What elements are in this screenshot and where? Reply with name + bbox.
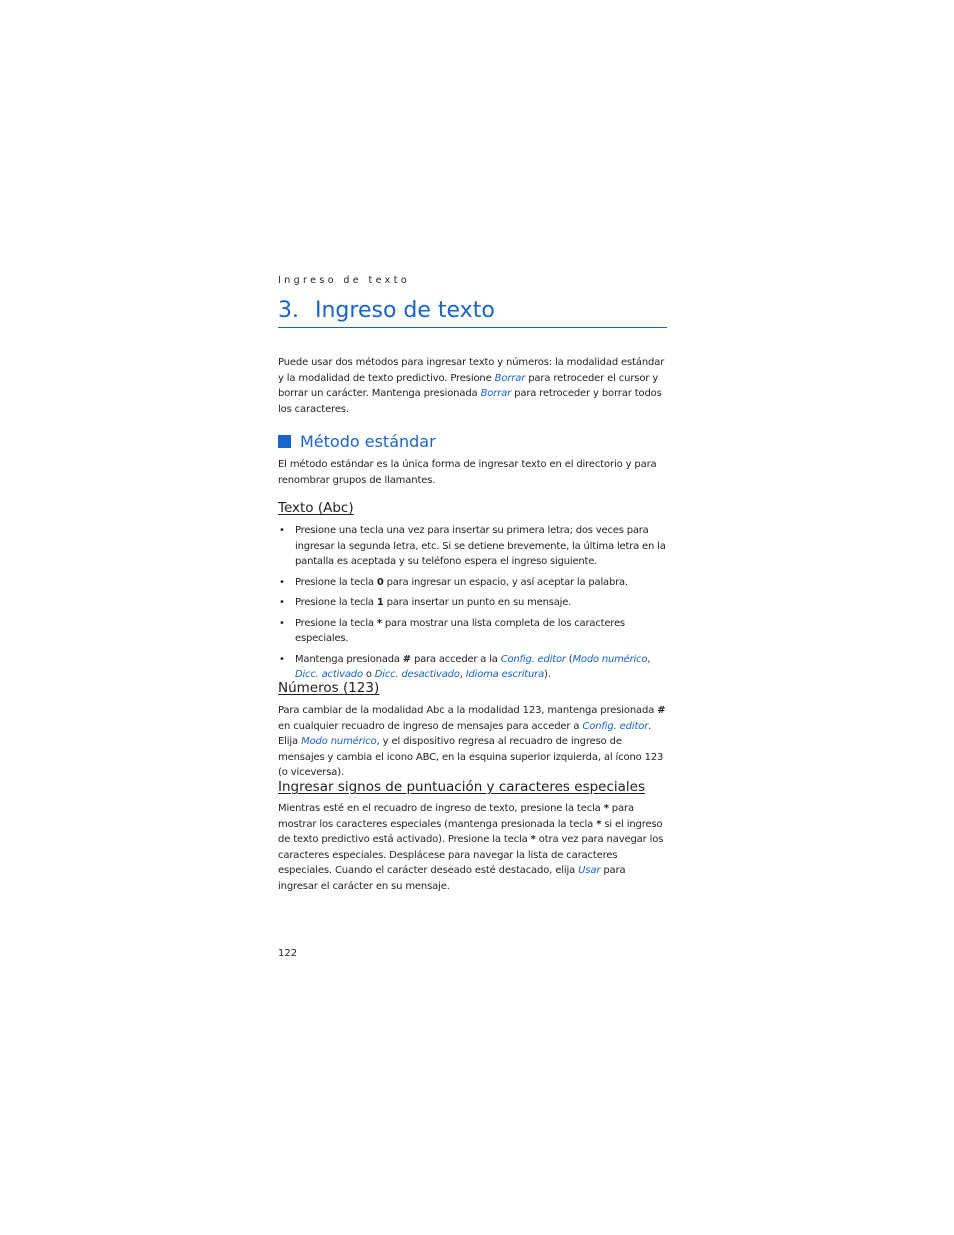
config-editor-link: Config. editor bbox=[500, 653, 566, 665]
signos-text-4: otra vez para navegar los caracteres especiales. Desplácese para navegar la lista de caracteres especiales. Cuando el carácter deseado esté destacado, elija bbox=[278, 834, 664, 876]
signos-text-2: para mostrar los caracteres especiales (mantenga presionada la tecla bbox=[278, 803, 634, 830]
list-item bbox=[278, 523, 667, 570]
manual-page bbox=[278, 0, 667, 1235]
list-item-text: ). bbox=[544, 669, 551, 680]
borrar-softkey-link: Borrar bbox=[494, 372, 526, 384]
list-item-text: Presione la tecla bbox=[295, 576, 377, 588]
key-star: * bbox=[596, 818, 602, 830]
key-star: * bbox=[530, 834, 536, 845]
list-item bbox=[278, 575, 667, 591]
key-star: * bbox=[376, 617, 382, 629]
page-number: 122 bbox=[278, 948, 298, 959]
list-item-text: ( bbox=[565, 653, 573, 665]
modo-numerico-link: Modo numérico bbox=[572, 653, 648, 665]
numeros-paragraph bbox=[278, 703, 667, 781]
signos-text-1: Mientras esté en el recuadro de ingreso de texto, presione la tecla bbox=[278, 803, 604, 814]
modo-numerico-link: Modo numérico bbox=[301, 736, 377, 747]
list-item-text: , bbox=[647, 653, 651, 665]
key-hash: # bbox=[402, 653, 411, 665]
texto-abc-list bbox=[278, 523, 667, 688]
chapter-title-text: Ingreso de texto bbox=[315, 298, 495, 323]
subheading-texto-abc: Texto (Abc) bbox=[278, 500, 354, 516]
dicc-desactivado-link: Dicc. desactivado bbox=[374, 669, 460, 680]
borrar-softkey-link-2: Borrar bbox=[480, 388, 512, 399]
dicc-activado-link: Dicc. activado bbox=[295, 669, 363, 680]
subheading-signos-puntuacion: Ingresar signos de puntuación y caracteres especiales bbox=[278, 779, 646, 795]
bullet-icon: • bbox=[279, 597, 285, 608]
numeros-text-2: en cualquier recuadro de ingreso de mensajes para acceder a bbox=[278, 720, 583, 732]
list-item bbox=[278, 616, 667, 647]
square-bullet-icon bbox=[278, 435, 291, 448]
idioma-escritura-link: Idioma escritura bbox=[465, 669, 545, 680]
list-item-text: para mostrar una lista completa de los caracteres especiales. bbox=[295, 617, 625, 644]
intro-text-1: Puede usar dos métodos para ingresar texto y números: la modalidad estándar y la modalidad de texto predictivo. Presione bbox=[278, 357, 665, 384]
signos-text-5: para ingresar el carácter en su mensaje. bbox=[278, 865, 626, 892]
intro-text-2: para retroceder el cursor y borrar un carácter. Mantenga presionada bbox=[278, 372, 659, 399]
bullet-icon: • bbox=[279, 576, 285, 588]
list-item-text: Presione la tecla bbox=[295, 597, 377, 608]
section-heading-metodo-estandar bbox=[278, 431, 436, 453]
list-item-text: Presione la tecla bbox=[295, 617, 377, 629]
bullet-icon: • bbox=[279, 653, 285, 665]
config-editor-link: Config. editor bbox=[582, 720, 649, 732]
list-item-text: Presione una tecla una vez para insertar su primera letra; dos veces para ingresar la segunda letra, etc. Si se detiene brevemente, la última letra en la pantalla es aceptada y su teléfono espera el ingreso siguiente. bbox=[295, 525, 666, 567]
subheading-numeros-123: Números (123) bbox=[278, 680, 380, 696]
section-heading-text: Método estándar bbox=[300, 432, 436, 451]
usar-softkey-link: Usar bbox=[578, 865, 601, 876]
list-item-text: o bbox=[362, 669, 375, 680]
intro-text-3: para retroceder y borrar todos los caracteres. bbox=[278, 388, 662, 415]
list-item-text: para insertar un punto en su mensaje. bbox=[383, 597, 572, 608]
metodo-paragraph bbox=[278, 457, 667, 488]
bullet-icon: • bbox=[279, 617, 285, 629]
list-item-text: , bbox=[459, 669, 466, 680]
list-item-text: Mantenga presionada bbox=[295, 653, 403, 665]
chapter-number: 3. bbox=[278, 298, 299, 323]
numeros-text-3: . Elija bbox=[278, 720, 652, 747]
metodo-text: El método estándar es la única forma de ingresar texto en el directorio y para renombrar grupos de llamantes. bbox=[278, 459, 657, 486]
numeros-text-1: Para cambiar de la modalidad Abc a la modalidad 123, mantenga presionada bbox=[278, 705, 658, 716]
chapter-title bbox=[278, 297, 667, 328]
key-hash: # bbox=[657, 705, 666, 716]
bullet-icon: • bbox=[279, 525, 285, 536]
key-star: * bbox=[603, 803, 609, 814]
intro-paragraph bbox=[278, 355, 667, 417]
list-item-text: para acceder a la bbox=[410, 653, 501, 665]
signos-paragraph bbox=[278, 801, 667, 894]
list-item bbox=[278, 595, 667, 611]
key-zero: 0 bbox=[376, 576, 384, 588]
list-item-text: para ingresar un espacio, y así aceptar la palabra. bbox=[383, 576, 628, 588]
running-head: Ingreso de texto bbox=[278, 275, 411, 286]
signos-text-3: si el ingreso de texto predictivo está activado). Presione la tecla bbox=[278, 818, 663, 845]
list-item bbox=[278, 652, 667, 683]
numeros-text-4: , y el dispositivo regresa al recuadro de ingreso de mensajes y cambia el icono ABC, en la esquina superior izquierda, al ícono 123 (o viceversa). bbox=[278, 736, 664, 778]
key-one: 1 bbox=[376, 597, 384, 608]
